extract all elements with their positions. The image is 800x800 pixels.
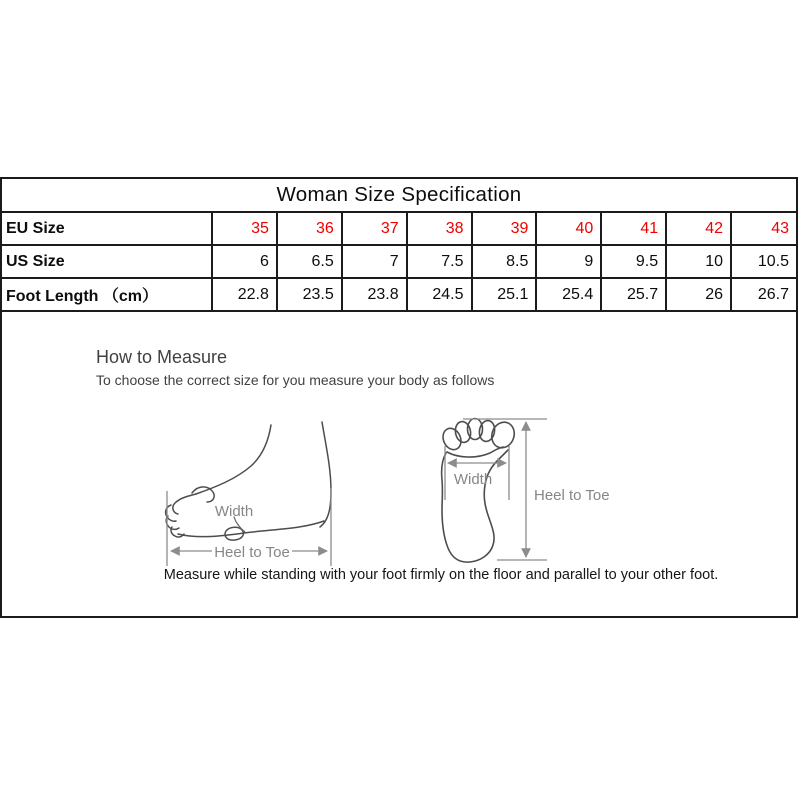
side-width-label: Width xyxy=(214,503,254,520)
foot-length-value: 25.1 xyxy=(472,278,537,311)
us-size-value: 7 xyxy=(342,245,407,278)
foot-length-value: 26.7 xyxy=(731,278,796,311)
side-view-foot-diagram xyxy=(166,422,331,566)
foot-length-value: 24.5 xyxy=(407,278,472,311)
foot-length-value: 25.7 xyxy=(601,278,666,311)
measure-heading: How to Measure xyxy=(96,347,228,367)
eu-size-value: 41 xyxy=(601,212,666,245)
us-size-value: 6 xyxy=(212,245,277,278)
eu-size-value: 42 xyxy=(666,212,731,245)
eu-size-value: 37 xyxy=(342,212,407,245)
eu-size-value: 40 xyxy=(536,212,601,245)
us-size-value: 10 xyxy=(666,245,731,278)
table-title-row xyxy=(2,179,796,212)
row-label-foot-length: Foot Length （cm） xyxy=(2,278,212,311)
sole-view-foot-diagram xyxy=(440,419,610,563)
foot-length-value: 23.5 xyxy=(277,278,342,311)
eu-size-value: 39 xyxy=(472,212,537,245)
foot-length-value: 23.8 xyxy=(342,278,407,311)
size-chart-panel xyxy=(0,177,798,618)
size-table xyxy=(2,179,796,312)
row-label-us-size: US Size xyxy=(2,245,212,278)
sole-heel-to-toe-label: Heel to Toe xyxy=(534,487,610,504)
eu-size-value: 35 xyxy=(212,212,277,245)
foot-length-value: 22.8 xyxy=(212,278,277,311)
us-size-value: 9 xyxy=(536,245,601,278)
measure-subheading: To choose the correct size for you measure your body as follows xyxy=(96,372,495,388)
us-size-value: 10.5 xyxy=(731,245,796,278)
measure-diagram xyxy=(140,400,660,572)
foot-length-value: 26 xyxy=(666,278,731,311)
eu-size-value: 43 xyxy=(731,212,796,245)
sole-width-label: Width xyxy=(453,471,493,488)
side-heel-to-toe-label: Heel to Toe xyxy=(214,544,290,561)
table-title: Woman Size Specification xyxy=(2,179,796,212)
eu-size-value: 38 xyxy=(407,212,472,245)
eu-size-value: 36 xyxy=(277,212,342,245)
us-size-value: 8.5 xyxy=(472,245,537,278)
us-size-value: 9.5 xyxy=(601,245,666,278)
foot-length-value: 25.4 xyxy=(536,278,601,311)
us-size-value: 7.5 xyxy=(407,245,472,278)
measure-caption: Measure while standing with your foot firmly on the floor and parallel to your other foot. xyxy=(163,567,719,583)
table-row-us-size xyxy=(2,245,796,278)
table-row-eu-size xyxy=(2,212,796,245)
us-size-value: 6.5 xyxy=(277,245,342,278)
table-row-foot-length xyxy=(2,278,796,311)
row-label-eu-size: EU Size xyxy=(2,212,212,245)
